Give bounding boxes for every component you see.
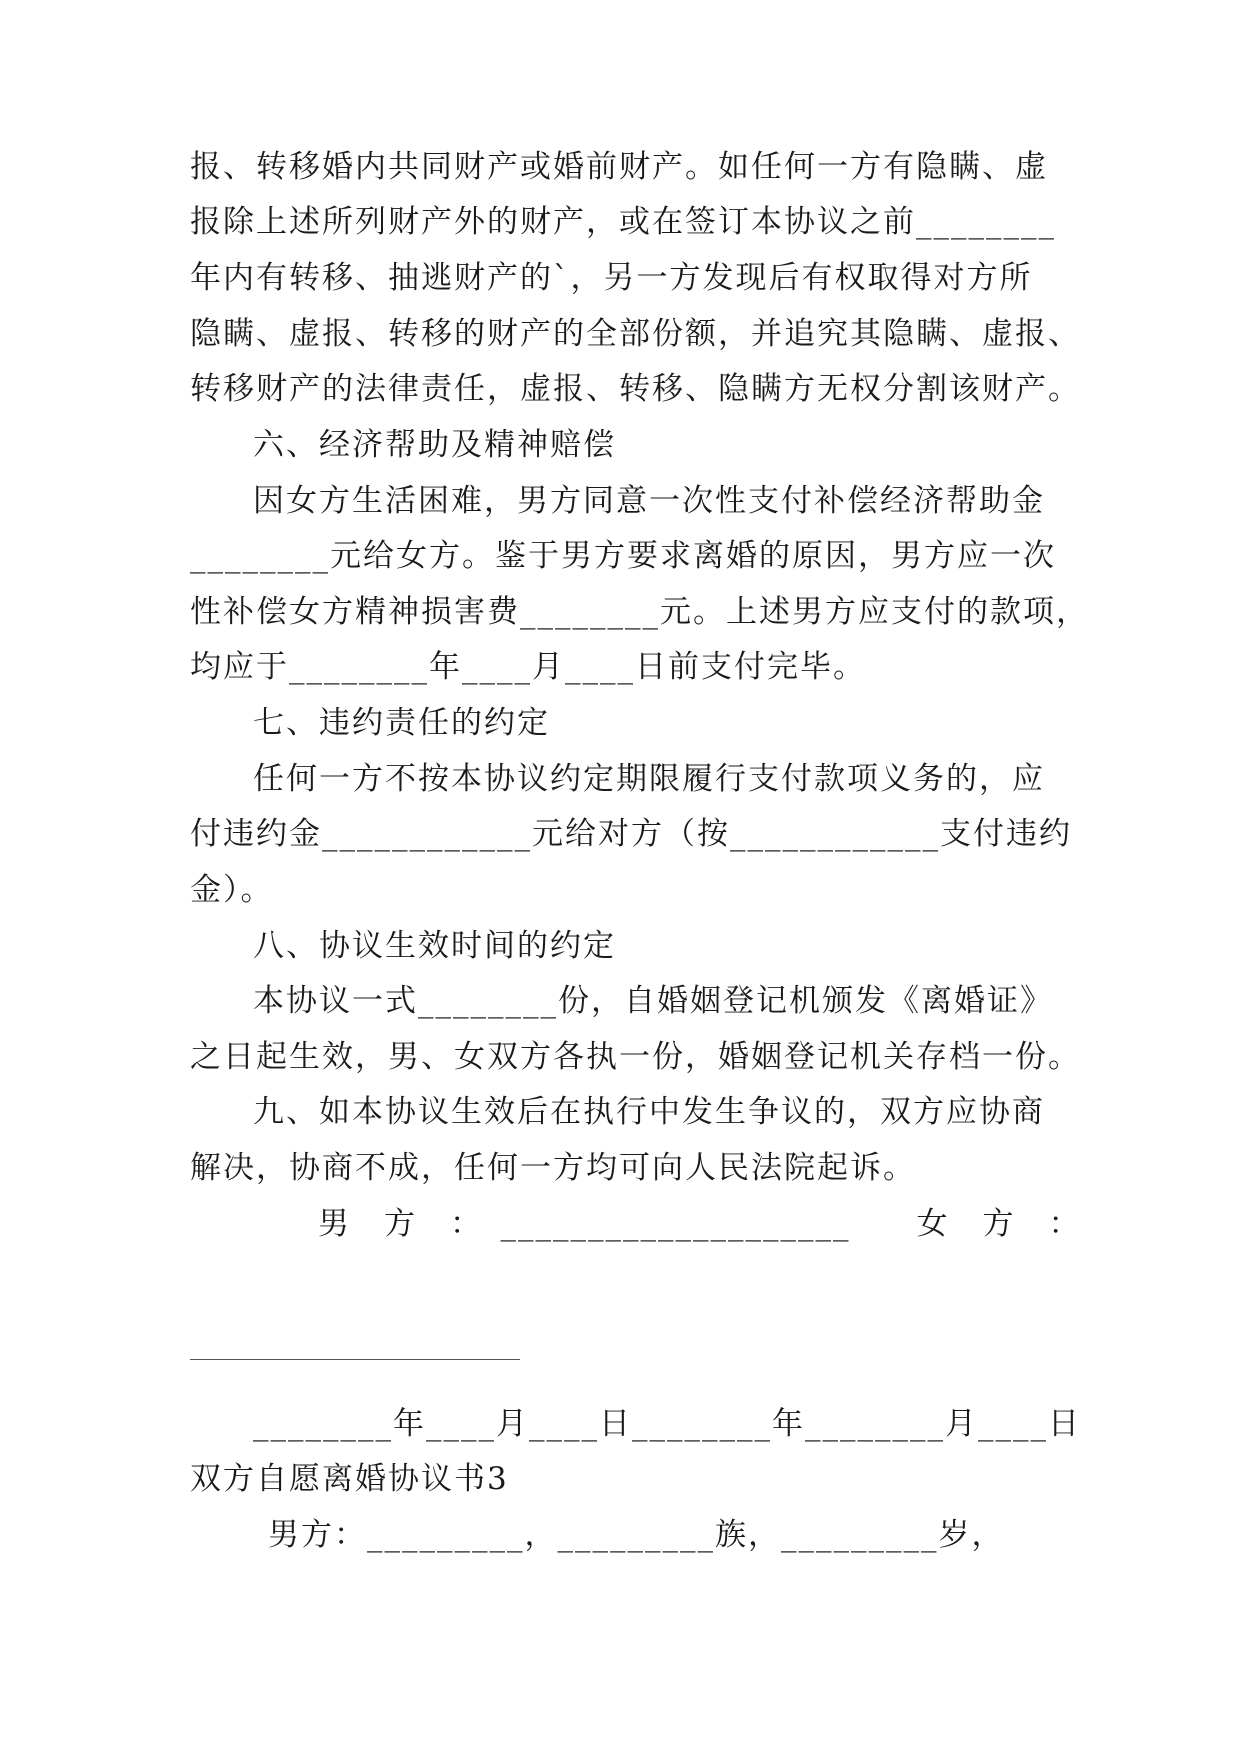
- date-line: [0, 1394, 1241, 1454]
- line-text: 金）。: [190, 872, 274, 908]
- text-line: [0, 192, 1241, 252]
- line-text: 隐瞒、虚报、转移的财产的全部份额，并追究其隐瞒、虚报、: [190, 316, 1081, 352]
- signature-line: [0, 1194, 1241, 1254]
- text-line: [0, 1505, 1241, 1565]
- heading-text: 七、违约责任的约定: [253, 705, 550, 741]
- heading-text: 八、协议生效时间的约定: [253, 928, 616, 964]
- section-heading: [0, 693, 1241, 753]
- line-text: 之日起生效，男、女双方各执一份，婚姻登记机关存档一份。: [190, 1039, 1081, 1075]
- document-title: [0, 1449, 1241, 1509]
- line-text: ________元给女方。鉴于男方要求离婚的原因，男方应一次: [190, 538, 1056, 574]
- line-text: 转移财产的法律责任，虚报、转移、隐瞒方无权分割该财产。: [190, 371, 1081, 407]
- line-text: 九、如本协议生效后在执行中发生争议的，双方应协商: [253, 1094, 1045, 1130]
- text-line: [0, 582, 1241, 642]
- date-text: ________年____月____日________年________月____日: [253, 1406, 1081, 1442]
- text-line: [0, 804, 1241, 864]
- line-text: 因女方生活困难，男方同意一次性支付补偿经济帮助金: [253, 483, 1045, 519]
- text-line: [0, 860, 1241, 920]
- section-heading: [0, 916, 1241, 976]
- text-line: [0, 971, 1241, 1031]
- line-text: 付违约金____________元给对方（按____________支付违约: [190, 816, 1072, 852]
- text-line: [0, 248, 1241, 308]
- text-line: [0, 471, 1241, 531]
- text-line: [0, 749, 1241, 809]
- title-text: 双方自愿离婚协议书3: [190, 1461, 509, 1497]
- text-line: [0, 637, 1241, 697]
- text-line: [0, 1082, 1241, 1142]
- line-text: 年内有转移、抽逃财产的`，另一方发现后有权取得对方所: [190, 260, 1033, 296]
- line-text: 任何一方不按本协议约定期限履行支付款项义务的，应: [253, 761, 1045, 797]
- text-line: [0, 1027, 1241, 1087]
- section-heading: [0, 415, 1241, 475]
- text-line: [0, 137, 1241, 197]
- text-line: [0, 359, 1241, 419]
- line-text: 本协议一式________份，自婚姻登记机颁发《离婚证》: [253, 983, 1053, 1019]
- text-line: [0, 1138, 1241, 1198]
- signature-blank: [190, 1359, 520, 1360]
- signature-text: 男 方 ： ____________________ 女 方 ：: [318, 1206, 1082, 1242]
- text-line: [0, 304, 1241, 364]
- heading-text: 六、经济帮助及精神赔偿: [253, 427, 616, 463]
- line-text: 报、转移婚内共同财产或婚前财产。如任何一方有隐瞒、虚: [190, 149, 1048, 185]
- line-text: 性补偿女方精神损害费________元。上述男方应支付的款项，: [190, 594, 1089, 630]
- line-text: 解决，协商不成，任何一方均可向人民法院起诉。: [190, 1150, 916, 1186]
- line-text: 均应于________年____月____日前支付完毕。: [190, 649, 866, 685]
- text-line: [0, 526, 1241, 586]
- line-text: 男方：_________，_________族，_________岁，: [268, 1517, 1005, 1553]
- line-text: 报除上述所列财产外的财产，或在签订本协议之前________: [190, 204, 1056, 240]
